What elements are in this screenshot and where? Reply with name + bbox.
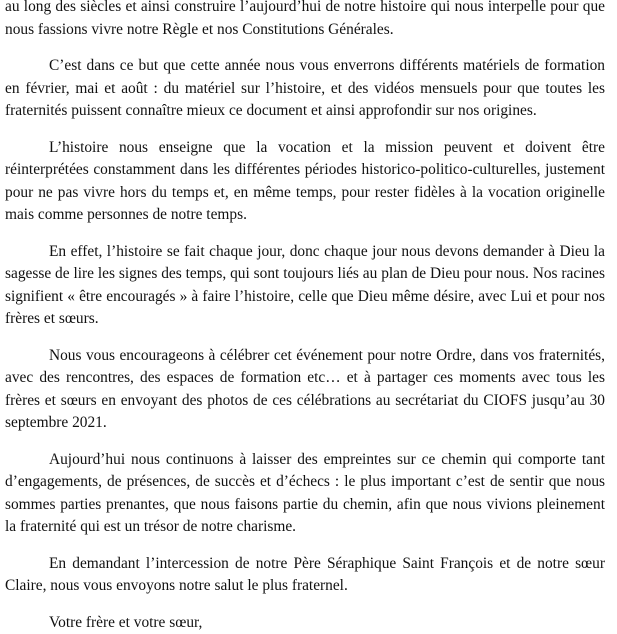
paragraph-formation-materials: C’est dans ce but que cette année nous vous enverrons différents matériels de formation en février, mai et août : du matériel sur l’histoire, et des vidéos mensuels pour que toutes les fraternités puissent connaître mieux ce document et ainsi approfondir sur nos origines. — [5, 55, 605, 123]
paragraph-history-vocation: L’histoire nous enseigne que la vocation et la mission peuvent et doivent être réinterprétées constamment dans les différentes périodes historico-politico-culturelles, justement pour ne pas vivre hors du temps et, en même temps, pour rester fidèles à la vocation originelle mais comme personnes de notre temps. — [5, 137, 605, 227]
paragraph-signs-of-times: En effet, l’histoire se fait chaque jour, donc chaque jour nous devons demander à Dieu la sagesse de lire les signes des temps, qui sont toujours liés au plan de Dieu pour nous. Nos racines signifient « être encouragés » à faire l’histoire, celle que Dieu même désire, avec Lui et pour nos frères et sœurs. — [5, 241, 605, 331]
paragraph-celebration: Nous vous encourageons à célébrer cet événement pour notre Ordre, dans vos fraternités, avec des rencontres, des espaces de formation etc… et à partager ces moments avec tous les frères et sœurs en envoyant des photos de ces célébrations au secrétariat du CIOFS jusqu’au 30 septembre 2021. — [5, 345, 605, 435]
paragraph-intercession: En demandant l’intercession de notre Père Séraphique Saint François et de notre sœur Claire, nous vous envoyons notre salut le plus fraternel. — [5, 553, 605, 598]
paragraph-footprints: Aujourd’hui nous continuons à laisser des empreintes sur ce chemin qui comporte tant d’engagements, de présences, de succès et d’échecs : le plus important c’est de sentir que nous sommes parties prenantes, que nous faisons partie du chemin, afin que nous vivions pleinement la fraternité qui est un trésor de notre charisme. — [5, 449, 605, 539]
document-page — [5, 0, 605, 634]
closing-salutation: Votre frère et votre sœur, — [5, 612, 605, 634]
paragraph-continuation: au long des siècles et ainsi construire l’aujourd’hui de notre histoire qui nous interpelle pour que nous fassions vivre notre Règle et nos Constitutions Générales. — [5, 0, 605, 41]
